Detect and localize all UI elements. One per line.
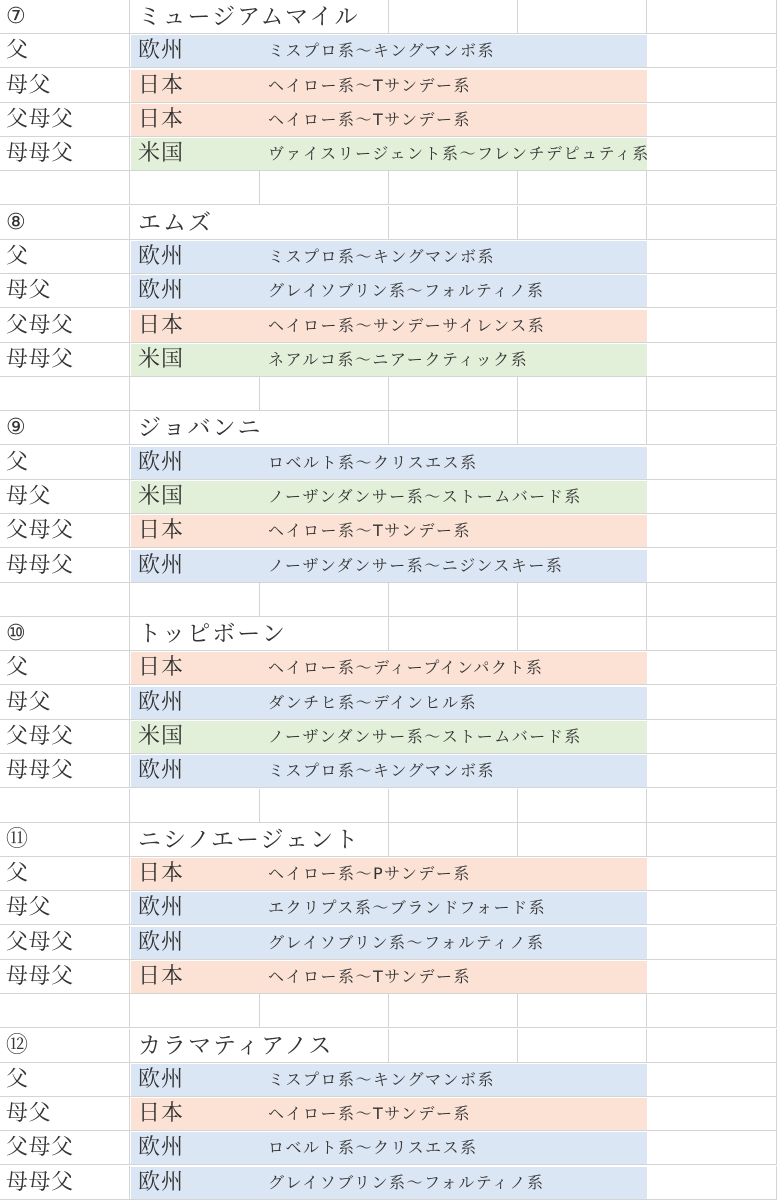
lineage-text: ミスプロ系～キングマンボ系 xyxy=(268,761,496,781)
pedigree-label: 父母父 xyxy=(6,518,74,544)
pedigree-label: 父 xyxy=(6,861,29,887)
lineage-text: ヘイロー系～Tサンデー系 xyxy=(268,1104,471,1124)
region-name: 日本 xyxy=(138,72,185,98)
grid-cell xyxy=(647,1097,777,1131)
pedigree-label: 母母父 xyxy=(6,552,74,578)
grid-cell xyxy=(647,309,777,343)
grid-cell xyxy=(518,0,647,34)
grid-cell xyxy=(260,583,389,617)
pedigree-row xyxy=(0,274,777,308)
grid-cell xyxy=(518,1029,647,1063)
grid-cell xyxy=(389,411,518,445)
pedigree-label: 母母父 xyxy=(6,1169,74,1195)
pedigree-label: 父母父 xyxy=(6,723,74,749)
grid-cell xyxy=(647,480,777,514)
grid-cell xyxy=(518,617,647,651)
lineage-text: グレイソブリン系～フォルティノ系 xyxy=(268,281,545,301)
grid-cell xyxy=(647,617,777,651)
lineage-text: ヘイロー系～サンデーサイレンス系 xyxy=(268,315,546,335)
pedigree-label: 父 xyxy=(6,449,29,475)
horse-name: トッピボーン xyxy=(138,621,287,648)
grid-cell xyxy=(647,411,777,445)
pedigree-label: 父母父 xyxy=(6,929,74,955)
lineage-text: ミスプロ系～キングマンボ系 xyxy=(268,41,496,61)
grid-cell xyxy=(518,377,647,411)
pedigree-row xyxy=(0,720,777,754)
grid-cell xyxy=(0,377,130,411)
grid-cell xyxy=(647,343,777,377)
grid-cell xyxy=(647,69,777,103)
grid-cell xyxy=(389,789,518,823)
grid-cell xyxy=(260,789,389,823)
pedigree-label: 父 xyxy=(6,38,29,64)
pedigree-label: 父母父 xyxy=(6,106,74,132)
grid-cell xyxy=(518,171,647,205)
grid-cell xyxy=(647,789,777,823)
region-name: 米国 xyxy=(138,483,185,509)
lineage-text: ノーザンダンサー系～ニジンスキー系 xyxy=(268,555,564,575)
pedigree-row xyxy=(0,137,777,171)
pedigree-row xyxy=(0,686,777,720)
region-name: 欧州 xyxy=(138,1066,185,1092)
pedigree-label: 母父 xyxy=(6,1101,52,1127)
region-name: 欧州 xyxy=(138,1169,185,1195)
grid-cell xyxy=(647,1063,777,1097)
grid-cell xyxy=(518,823,647,857)
lineage-text: グレイソブリン系～フォルティノ系 xyxy=(268,1172,545,1192)
region-name: 欧州 xyxy=(138,449,185,475)
grid-cell xyxy=(389,1029,518,1063)
grid-cell xyxy=(647,446,777,480)
pedigree-row xyxy=(0,446,777,480)
grid-cell xyxy=(260,206,389,240)
grid-cell xyxy=(130,171,260,205)
grid-cell xyxy=(518,411,647,445)
region-name: 欧州 xyxy=(138,38,185,64)
horse-name: ニシノエージェント xyxy=(138,826,361,853)
region-name: 欧州 xyxy=(138,895,185,921)
grid-cell xyxy=(130,994,260,1028)
region-name: 欧州 xyxy=(138,689,185,715)
pedigree-row xyxy=(0,1063,777,1097)
grid-cell xyxy=(647,377,777,411)
pedigree-label: 母母父 xyxy=(6,346,74,372)
lineage-text: ノーザンダンサー系～ストームバード系 xyxy=(268,486,582,506)
region-name: 欧州 xyxy=(138,1135,185,1161)
grid-cell xyxy=(647,823,777,857)
grid-cell xyxy=(647,926,777,960)
pedigree-row xyxy=(0,103,777,137)
grid-cell xyxy=(260,377,389,411)
empty-spacer-row xyxy=(0,171,777,205)
pedigree-label: 母父 xyxy=(6,278,52,304)
horse-name: カラマティアノス xyxy=(138,1032,334,1059)
empty-spacer-row xyxy=(0,789,777,823)
empty-spacer-row xyxy=(0,377,777,411)
region-name: 米国 xyxy=(138,141,185,167)
horse-header-row xyxy=(0,206,777,240)
pedigree-label: 母父 xyxy=(6,72,52,98)
region-name: 日本 xyxy=(138,655,185,681)
horse-header-row xyxy=(0,823,777,857)
horse-number: ⑦ xyxy=(6,4,26,29)
horse-header-row xyxy=(0,1029,777,1063)
lineage-text: ミスプロ系～キングマンボ系 xyxy=(268,1069,496,1089)
pedigree-label: 父母父 xyxy=(6,1135,74,1161)
region-name: 欧州 xyxy=(138,929,185,955)
horse-number: ⑫ xyxy=(6,1032,29,1058)
grid-cell xyxy=(647,240,777,274)
grid-cell xyxy=(389,823,518,857)
grid-cell xyxy=(647,1131,777,1165)
region-name: 欧州 xyxy=(138,552,185,578)
region-name: 日本 xyxy=(138,518,185,544)
pedigree-row xyxy=(0,1166,777,1200)
lineage-text: ヘイロー系～Tサンデー系 xyxy=(268,521,471,541)
grid-cell xyxy=(647,1029,777,1063)
grid-cell xyxy=(389,617,518,651)
pedigree-row xyxy=(0,309,777,343)
grid-cell xyxy=(647,1166,777,1200)
lineage-text: ヘイロー系～Tサンデー系 xyxy=(268,966,471,986)
pedigree-label: 母父 xyxy=(6,483,52,509)
pedigree-row xyxy=(0,960,777,994)
lineage-text: グレイソブリン系～フォルティノ系 xyxy=(268,932,545,952)
horse-header-row xyxy=(0,411,777,445)
grid-cell xyxy=(0,583,130,617)
pedigree-row xyxy=(0,343,777,377)
horse-number: ⑨ xyxy=(6,415,26,441)
pedigree-label: 母父 xyxy=(6,689,52,715)
region-name: 欧州 xyxy=(138,758,185,784)
grid-cell xyxy=(647,960,777,994)
empty-spacer-row xyxy=(0,583,777,617)
grid-cell xyxy=(389,583,518,617)
pedigree-row xyxy=(0,549,777,583)
horse-number: ⑧ xyxy=(6,209,26,235)
pedigree-label: 母母父 xyxy=(6,141,74,167)
horse-header-row xyxy=(0,617,777,651)
grid-cell xyxy=(260,994,389,1028)
lineage-text: ロベルト系～クリスエス系 xyxy=(268,452,478,472)
grid-cell xyxy=(518,206,647,240)
grid-cell xyxy=(0,994,130,1028)
grid-cell xyxy=(260,411,389,445)
horse-name: ジョバンニ xyxy=(138,415,263,442)
grid-cell xyxy=(518,994,647,1028)
lineage-text: ノーザンダンサー系～ストームバード系 xyxy=(268,726,582,746)
region-name: 欧州 xyxy=(138,278,185,304)
grid-cell xyxy=(647,686,777,720)
lineage-text: ヘイロー系～Pサンデー系 xyxy=(268,864,471,884)
horse-number: ⑪ xyxy=(6,826,29,852)
grid-cell xyxy=(0,789,130,823)
grid-cell xyxy=(647,206,777,240)
pedigree-row xyxy=(0,857,777,891)
pedigree-row xyxy=(0,514,777,548)
grid-cell xyxy=(647,549,777,583)
region-name: 日本 xyxy=(138,963,185,989)
grid-cell xyxy=(130,377,260,411)
grid-cell xyxy=(130,583,260,617)
pedigree-label: 母母父 xyxy=(6,963,74,989)
region-name: 米国 xyxy=(138,346,185,372)
grid-cell xyxy=(647,583,777,617)
grid-cell xyxy=(647,651,777,685)
grid-cell xyxy=(647,34,777,68)
lineage-text: ネアルコ系～ニアークティック系 xyxy=(268,349,529,369)
grid-cell xyxy=(647,103,777,137)
pedigree-row xyxy=(0,891,777,925)
grid-cell xyxy=(130,789,260,823)
pedigree-row xyxy=(0,1131,777,1165)
pedigree-label: 父 xyxy=(6,243,29,269)
pedigree-row xyxy=(0,1097,777,1131)
lineage-text: ヘイロー系～Tサンデー系 xyxy=(268,109,471,129)
pedigree-label: 母父 xyxy=(6,895,52,921)
lineage-text: エクリプス系～ブランドフォード系 xyxy=(268,898,547,918)
lineage-text: ダンチヒ系～デインヒル系 xyxy=(268,692,478,712)
horse-number: ⑩ xyxy=(6,621,26,647)
pedigree-row xyxy=(0,754,777,788)
region-name: 米国 xyxy=(138,723,185,749)
grid-cell xyxy=(647,857,777,891)
grid-cell xyxy=(647,994,777,1028)
region-name: 欧州 xyxy=(138,243,185,269)
pedigree-row xyxy=(0,240,777,274)
grid-cell xyxy=(647,171,777,205)
horse-name: エムズ xyxy=(138,209,213,236)
region-name: 日本 xyxy=(138,106,185,132)
grid-cell xyxy=(389,377,518,411)
pedigree-label: 父 xyxy=(6,1066,29,1092)
grid-cell xyxy=(647,720,777,754)
lineage-text: ヘイロー系～ディープインパクト系 xyxy=(268,658,544,678)
grid-cell xyxy=(647,274,777,308)
horse-name: ミュージアムマイル xyxy=(138,4,360,30)
grid-cell xyxy=(389,994,518,1028)
region-name: 日本 xyxy=(138,1101,185,1127)
region-name: 日本 xyxy=(138,861,185,887)
grid-cell xyxy=(647,0,777,34)
grid-cell xyxy=(647,891,777,925)
grid-cell xyxy=(260,171,389,205)
grid-cell xyxy=(389,171,518,205)
pedigree-row xyxy=(0,926,777,960)
pedigree-label: 父母父 xyxy=(6,312,74,338)
grid-cell xyxy=(518,583,647,617)
region-name: 日本 xyxy=(138,312,185,338)
horse-header-row xyxy=(0,0,777,34)
pedigree-label: 母母父 xyxy=(6,758,74,784)
empty-spacer-row xyxy=(0,994,777,1028)
lineage-text: ヘイロー系～Tサンデー系 xyxy=(268,75,471,95)
pedigree-row xyxy=(0,69,777,103)
pedigree-row xyxy=(0,651,777,685)
grid-cell xyxy=(389,0,518,34)
grid-cell xyxy=(647,514,777,548)
grid-cell xyxy=(647,754,777,788)
grid-cell xyxy=(389,206,518,240)
lineage-text: ヴァイスリージェント系～フレンチデピュティ系 xyxy=(268,144,650,164)
pedigree-row xyxy=(0,480,777,514)
pedigree-row xyxy=(0,34,777,68)
grid-cell xyxy=(518,789,647,823)
lineage-text: ロベルト系～クリスエス系 xyxy=(268,1138,478,1158)
grid-cell xyxy=(647,137,777,171)
lineage-text: ミスプロ系～キングマンボ系 xyxy=(268,246,496,266)
grid-cell xyxy=(0,171,130,205)
pedigree-label: 父 xyxy=(6,655,29,681)
